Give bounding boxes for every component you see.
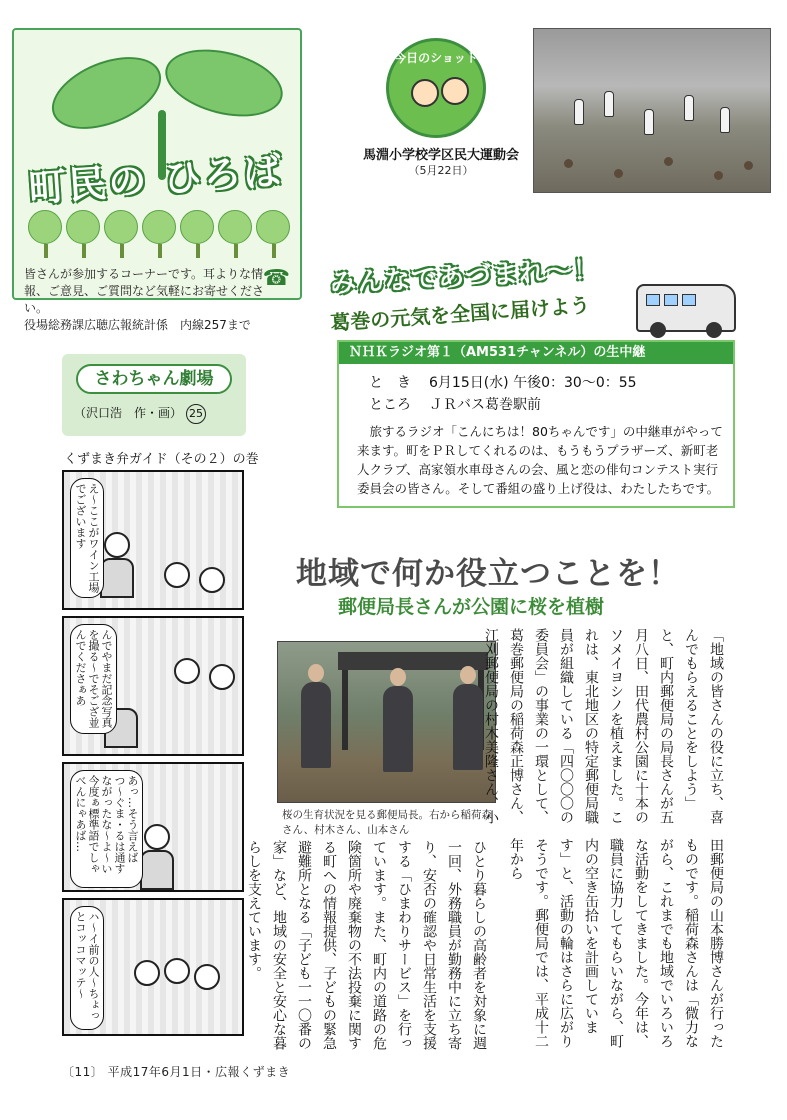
todays-shot-label: 今日のショット [394, 51, 478, 65]
tree-icon [66, 210, 100, 244]
crowd-figure [194, 964, 220, 990]
tree-row-decoration [28, 210, 292, 262]
banner-description-text: 皆さんが参加するコーナーです。耳よりな情報、ご意見、ご質問など気軽にお寄せください。 [24, 267, 265, 315]
leaf-right-icon [158, 38, 289, 127]
article-column-2: 田郵便局の山本勝博さんが行ったものです。稲荷森さんは「微力ながら、これまでも地域でいろいろな活動をしてきました。今年は、職員に協力してもらいながら、町内の空き缶拾いを計画しています」と、活動の輪はさらに広がりそうです。郵便局では、平成十二年から [508, 838, 724, 1048]
manga-subtitle: くずまき弁ガイド（その２）の巻 [64, 452, 259, 467]
crowd-figure [164, 562, 190, 588]
child-face-icon [441, 77, 469, 105]
event-info-box [337, 340, 735, 508]
crowd-figure [134, 960, 160, 986]
crowd-figure [209, 664, 235, 690]
speech-bubble: え〜ここがワイン工場でございます [70, 478, 104, 598]
plaza-banner [12, 28, 302, 332]
child-face-icon [411, 79, 439, 107]
banner-description [24, 266, 274, 334]
episode-number: 25 [186, 404, 206, 424]
speech-bubble: んでやまだ記念写真を撮る〜でそござ並んでくださぁあ [70, 624, 117, 734]
tree-icon [218, 210, 252, 244]
tree-icon [28, 210, 62, 244]
banner-title: 町民の ひろば [27, 148, 285, 211]
manga-panel-3 [62, 762, 244, 892]
crowd-figure [199, 567, 225, 593]
tree-icon [142, 210, 176, 244]
article-subtitle: 郵便局長さんが公園に桜を植樹 [338, 596, 605, 618]
article-column-1: 「地域の皆さんの役に立ち、喜んでもらえることをしよう」と、町内郵便局の局長さんが五月八日、田代農村公園に十本のソメイヨシノを植えました。これは、東北地区の特定郵便局職員が組織している「四〇〇〇の委員会」の事業の一環として、葛巻郵便局の稲荷森正博さん、江刈郵便局の村木美隆さん、小 [483, 628, 724, 824]
event-body: 旅するラジオ「こんにちは！80ちゃんです」の中継車がやって来ます。町をＰＲしてくれるのは、もうもうプラザーズ、新町老人クラブ、高家領水車母さんの会、風と恋の俳句コンテスト実行委員会の皆さん。そして番組の盛り上げ役は、わたしたちです。 [357, 424, 723, 496]
bus-window [664, 294, 678, 306]
postmasters-photo [277, 641, 496, 803]
runner-figure [684, 95, 694, 121]
ball-icon [564, 159, 573, 168]
crowd-figure [174, 658, 200, 684]
event-subhead: 葛巻の元気を全国に届けよう [329, 292, 591, 336]
bus-window [682, 294, 696, 306]
manga-title: さわちゃん劇場 [76, 364, 232, 394]
person-figure [301, 682, 331, 768]
phone-icon: ☎ [262, 266, 290, 291]
when-value: 6月15日(水) 午後0：30〜0：55 [429, 375, 637, 391]
guide-figure [104, 532, 130, 558]
article-title: 地域で何か役立つことを！ [296, 556, 680, 592]
person-head [308, 664, 324, 682]
leaf-left-icon [42, 43, 172, 144]
when-label: と き [369, 375, 411, 391]
speech-bubble: ハ〜イ前の人〜ちょっとコッコマッテ〜 [70, 906, 104, 1030]
guide-figure [144, 824, 170, 850]
manga-panel-4 [62, 898, 244, 1036]
manga-panel-2 [62, 616, 244, 756]
article-column-3: ひとり暮らしの高齢者を対象に週一回、外務職員が勤務中に立ち寄り、安否の確認や日常生活を支援する「ひまわりサービス」を行っています。また、町内の道路の危険箇所や廃棄物の不法投棄に関する町への情報提供、子どもの緊急避難所となる「子ども一一〇番の家」など、地域の安全と安心な暮らしを支えています。 [246, 840, 487, 1050]
runner-figure [720, 107, 730, 133]
page-footer: 〔11〕 平成17年6月1日・広報くずまき [62, 1065, 291, 1079]
ball-icon [614, 169, 623, 178]
broadcast-bar: ＮＨＫラジオ第１（AM531チャンネル）の生中継 [339, 342, 733, 364]
tree-icon [256, 210, 290, 244]
bus-wheel [706, 322, 722, 338]
bus-wheel [650, 322, 666, 338]
person-figure [383, 686, 413, 772]
person-head [390, 668, 406, 686]
pavilion-post [342, 670, 348, 750]
radio-bus-icon [636, 284, 736, 332]
ball-icon [664, 157, 673, 166]
ball-icon [714, 171, 723, 180]
manga-author: （沢口浩 作・画） [74, 406, 183, 420]
manga-credit [74, 404, 234, 424]
tree-icon [104, 210, 138, 244]
runner-figure [574, 99, 584, 125]
where-label: ところ [369, 397, 411, 413]
runner-figure [644, 109, 654, 135]
crowd-figure [164, 958, 190, 984]
event-headline: みんなであづまれ〜！ [329, 254, 601, 300]
event-when-row [369, 372, 637, 392]
person-head [460, 666, 476, 684]
manga-header [62, 354, 246, 436]
bus-window [646, 294, 660, 306]
event-where-row [369, 394, 541, 414]
tree-icon [180, 210, 214, 244]
runner-figure [604, 91, 614, 117]
manga-panel-1 [62, 470, 244, 610]
photo-caption: 桜の生育状況を見る郵便局長。右から稲荷森さん、村木さん、山本さん [282, 809, 492, 836]
ball-icon [744, 161, 753, 170]
shot-event-date: （5月22日） [408, 164, 474, 177]
todays-shot-badge [386, 38, 486, 138]
guide-body [100, 558, 134, 598]
sports-day-photo [533, 28, 771, 193]
where-value: ＪＲバス葛巻駅前 [429, 397, 541, 413]
banner-contact: 役場総務課広聴広報統計係 内線257まで [24, 318, 251, 332]
speech-bubble: あっ…そう言えばつ〜ぐま・るは通すながったな〜よ〜い今度ぁ標準語でしゃべんにゃあば… [70, 770, 143, 888]
guide-body [140, 850, 174, 890]
shot-event-name: 馬淵小学校学区民大運動会 [362, 148, 519, 163]
